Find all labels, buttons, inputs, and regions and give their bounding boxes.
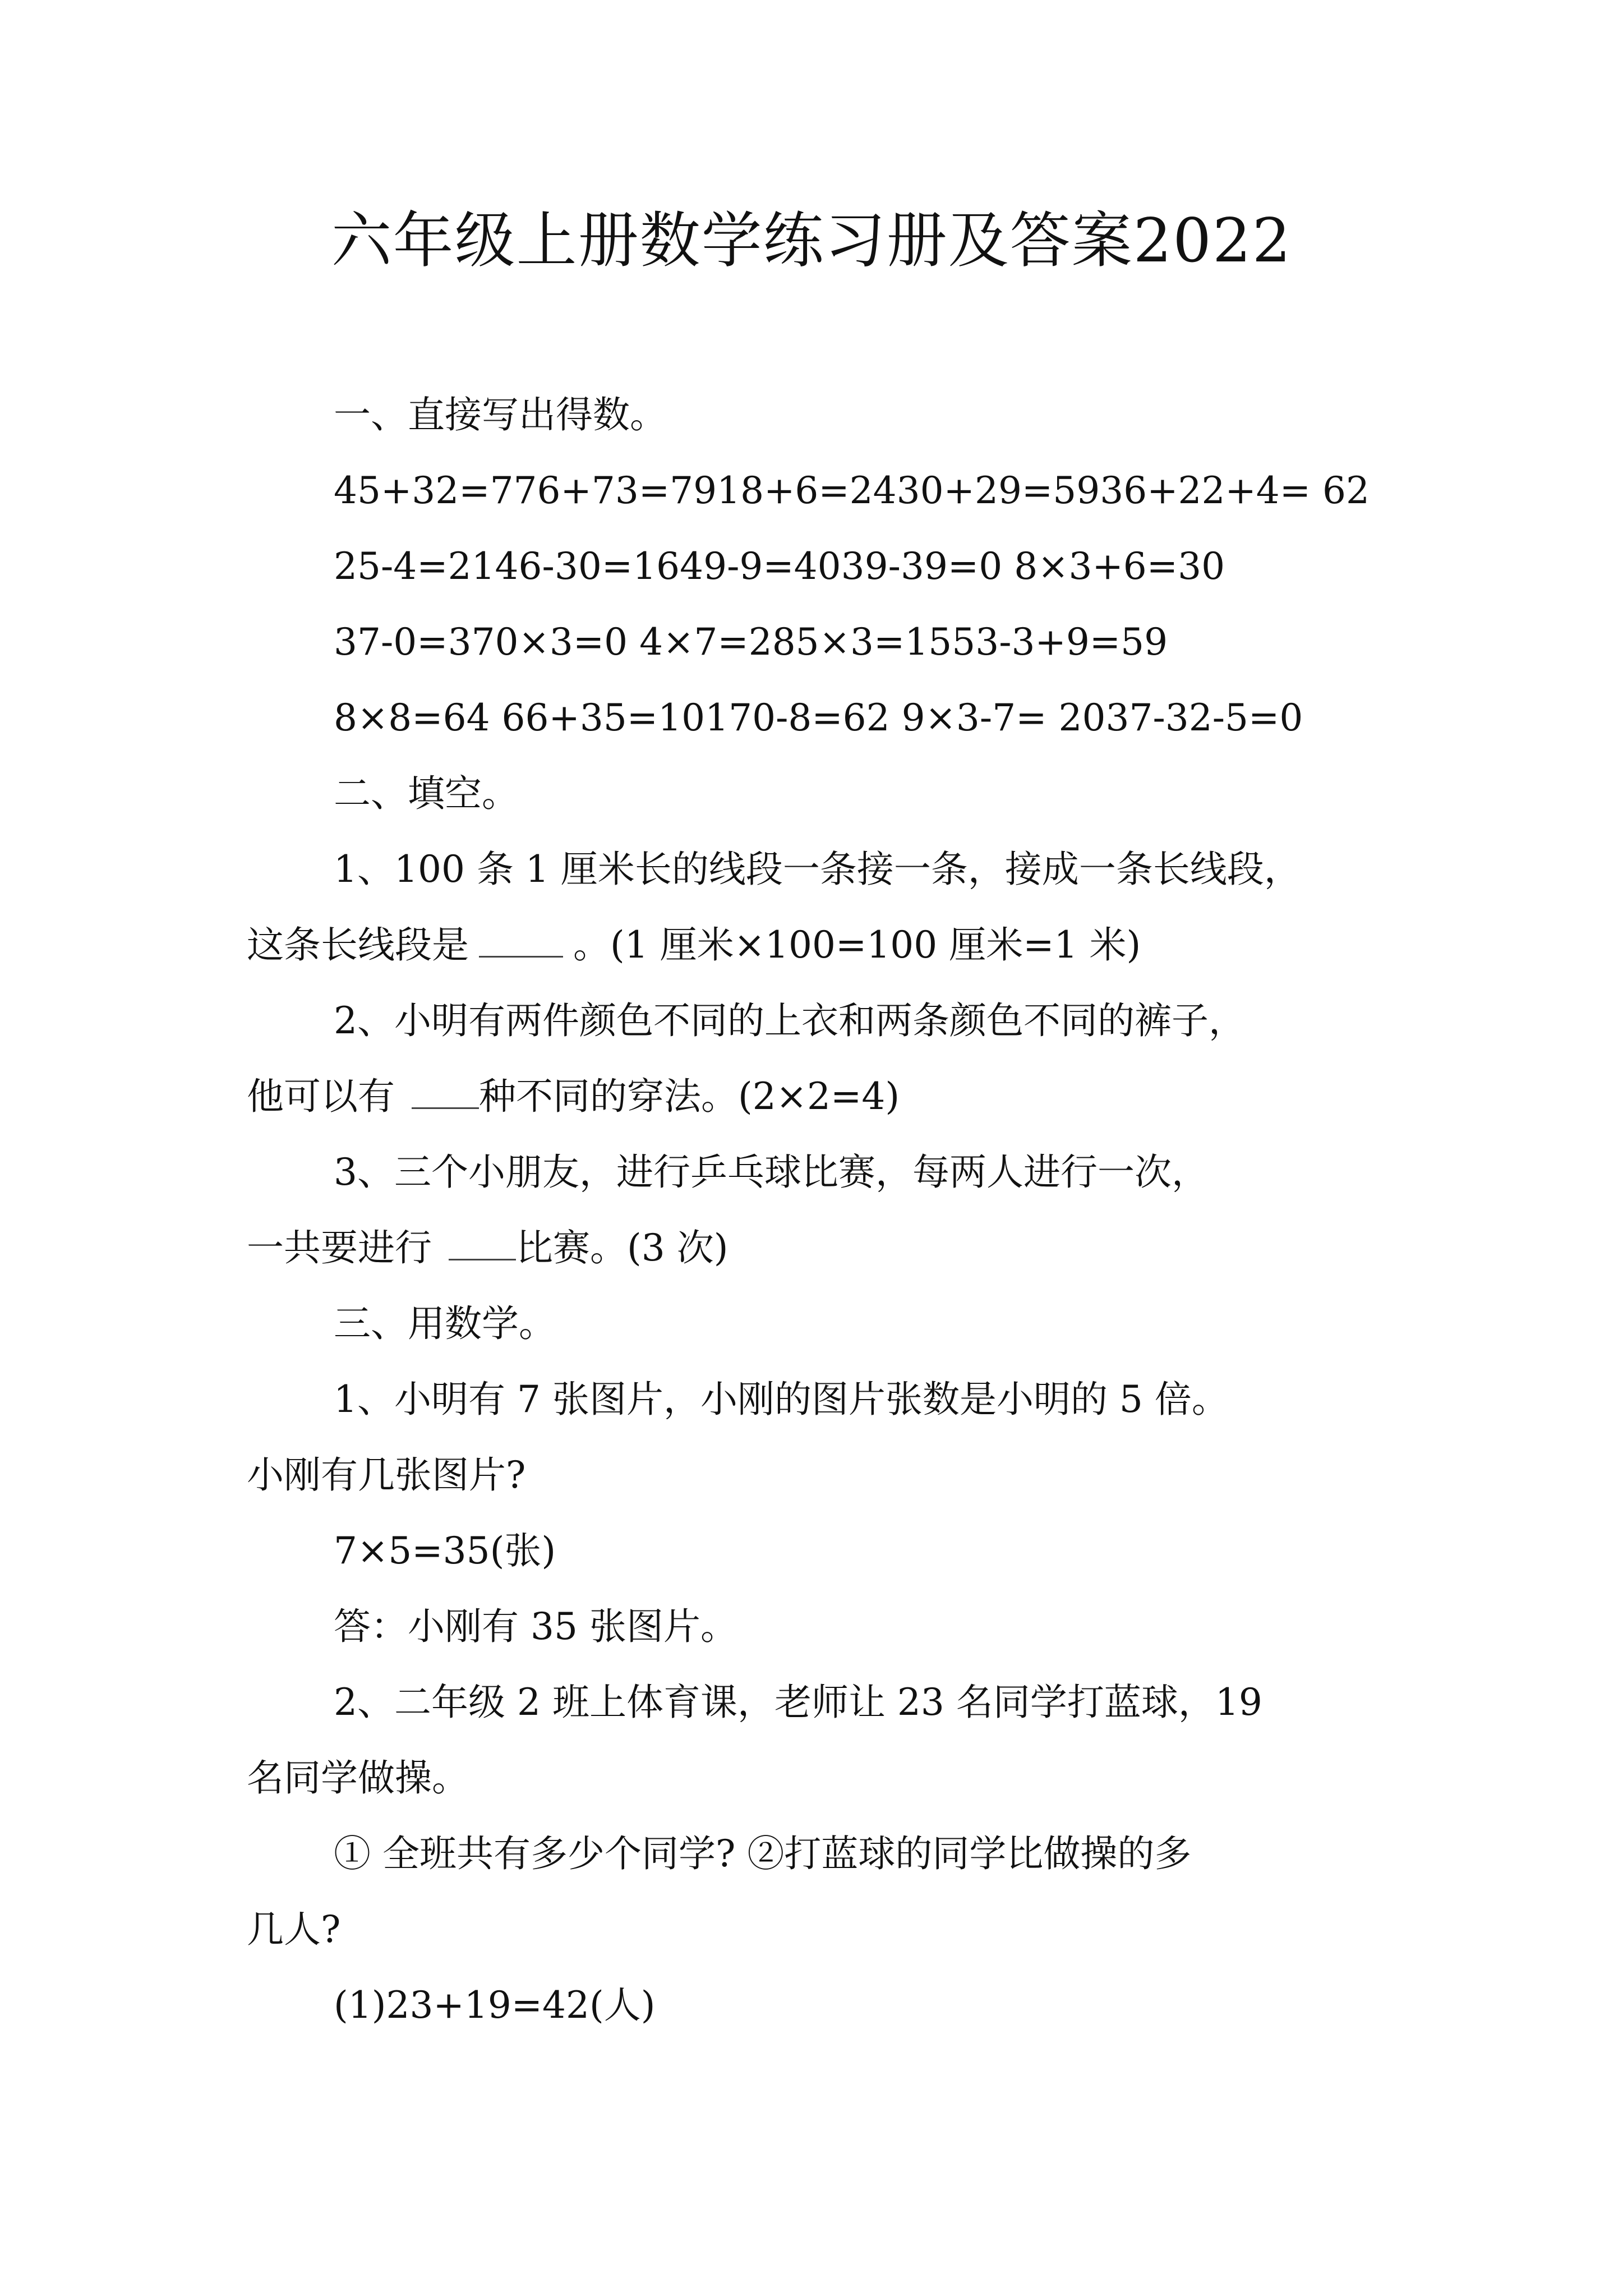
section-heading-3: 三、用数学。	[334, 1302, 556, 1345]
fill-question-3-prefix: 一共要进行	[247, 1226, 432, 1269]
word-problem-2-line1: 2、二年级 2 班上体育课，老师让 23 名同学打蓝球，19	[334, 1681, 1262, 1724]
fill-question-2-line1: 2、小明有两件颜色不同的上衣和两条颜色不同的裤子，	[334, 999, 1246, 1042]
fill-question-3-line1: 3、三个小朋友，进行乒乓球比赛，每两人进行一次，	[334, 1151, 1209, 1194]
answer-blank-1	[479, 923, 563, 958]
fill-question-2-suffix: 种不同的穿法。(2×2=4)	[479, 1075, 900, 1118]
fill-question-1-line1: 1、100 条 1 厘米长的线段一条接一条，接成一条长线段，	[334, 848, 1301, 891]
calc-row-2: 25-4=2146-30=1649-9=4039-39=0 8×3+6=30	[334, 545, 1225, 588]
fill-question-3-line2	[247, 1223, 728, 1273]
calc-row-3: 37-0=370×3=0 4×7=285×3=1553-3+9=59	[334, 620, 1168, 664]
word-problem-2-line3: ① 全班共有多少个同学? ②打蓝球的同学比做操的多	[334, 1832, 1192, 1875]
word-problem-1-line1: 1、小明有 7 张图片，小刚的图片张数是小明的 5 倍。	[334, 1378, 1229, 1421]
fill-question-1-suffix: 。(1 厘米×100=100 厘米=1 米)	[573, 923, 1141, 967]
word-problem-2-line4: 几人?	[247, 1908, 341, 1951]
word-problem-1-line2: 小刚有几张图片?	[247, 1453, 526, 1497]
fill-question-2-prefix: 他可以有	[247, 1075, 395, 1118]
document-title: 六年级上册数学练习册及答案2022	[331, 206, 1292, 276]
calc-row-1: 45+32=776+73=7918+6=2430+29=5936+22+4= 62	[334, 469, 1370, 512]
section-heading-2: 二、填空。	[334, 772, 519, 815]
fill-question-1-prefix: 这条长线段是	[247, 923, 469, 967]
fill-question-2-line2	[247, 1071, 900, 1122]
fill-question-3-suffix: 比赛。(3 次)	[516, 1226, 728, 1269]
answer-blank-2	[412, 1075, 479, 1109]
fill-question-1-line2	[247, 920, 1141, 970]
calc-row-4: 8×8=64 66+35=10170-8=62 9×3-7= 2037-32-5=0	[334, 696, 1303, 739]
word-problem-1-calc: 7×5=35(张)	[334, 1529, 556, 1572]
answer-blank-3	[449, 1226, 516, 1260]
word-problem-2-line2: 名同学做操。	[247, 1756, 469, 1800]
word-problem-2-calc1: (1)23+19=42(人)	[334, 1984, 656, 2027]
word-problem-1-answer: 答：小刚有 35 张图片。	[334, 1605, 737, 1648]
section-heading-1: 一、直接写出得数。	[334, 393, 667, 436]
